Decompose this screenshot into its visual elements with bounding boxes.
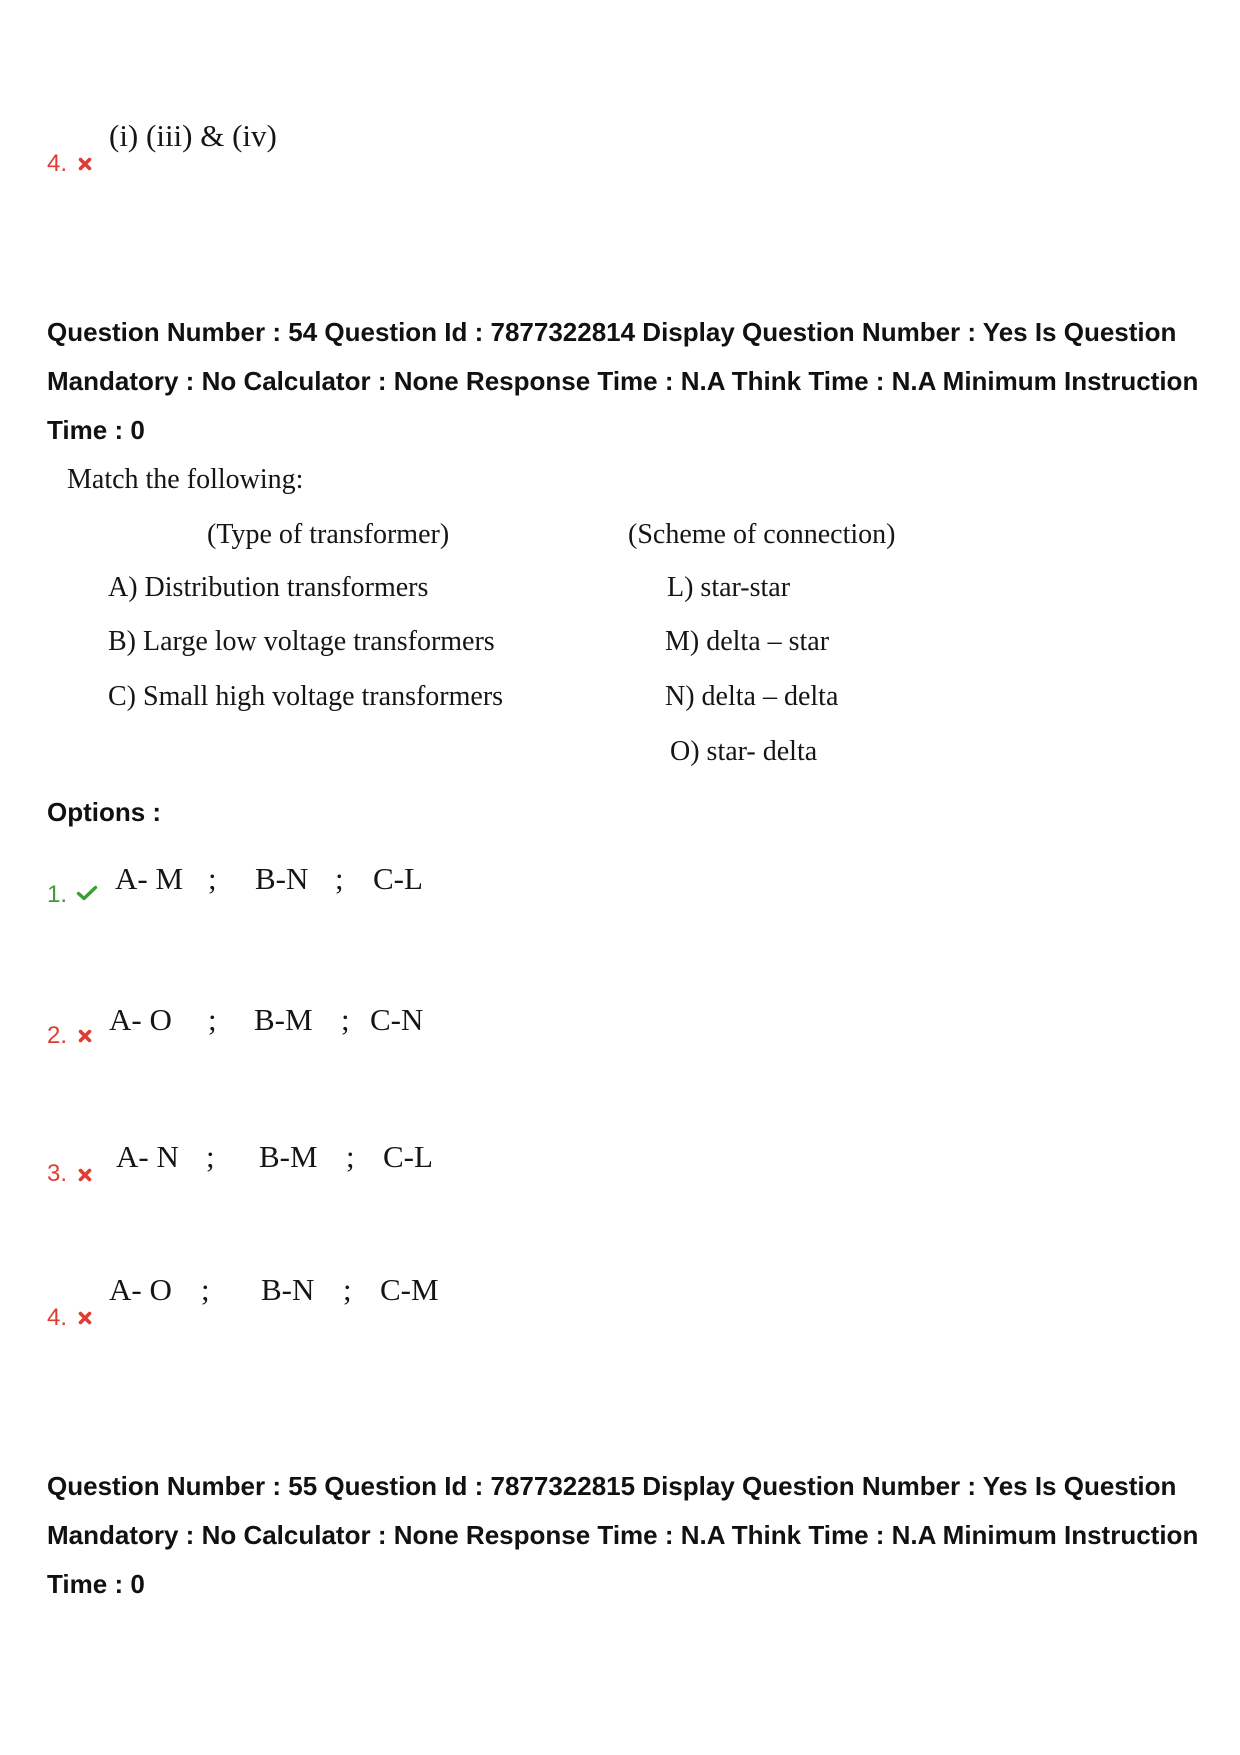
cross-icon <box>78 1029 92 1043</box>
option-separator: ; <box>341 1002 350 1037</box>
option-pair-c: C-L <box>373 861 423 896</box>
option-pair-a: A- M <box>115 861 184 896</box>
question-header-line: Time : 0 <box>47 415 145 445</box>
previous-question-option-4 <box>0 120 1240 176</box>
left-item-b: B) Large low voltage transformers <box>108 626 495 657</box>
option-separator: ; <box>206 1139 215 1174</box>
cross-icon <box>78 1311 92 1325</box>
right-column-heading: (Scheme of connection) <box>628 519 896 550</box>
right-item-n: N) delta – delta <box>665 681 839 712</box>
option-pair-b: B-N <box>261 1272 315 1307</box>
question-55-header <box>47 1462 1198 1609</box>
option-2 <box>0 1004 1240 1060</box>
option-pair-c: C-N <box>370 1002 424 1037</box>
question-header-line: Mandatory : No Calculator : None Response Time : N.A Think Time : N.A Minimum Instruction <box>47 366 1199 396</box>
question-header-line: Question Number : 55 Question Id : 7877322815 Display Question Number : Yes Is Question <box>47 1471 1177 1501</box>
options-label: Options : <box>47 797 162 827</box>
option-number: 1. <box>47 881 68 908</box>
option-separator: ; <box>208 861 217 896</box>
option-pair-a: A- O <box>109 1002 172 1037</box>
right-item-l: L) star-star <box>667 572 791 603</box>
option-1 <box>0 863 1240 919</box>
option-pair-c: C-L <box>383 1139 433 1174</box>
option-4 <box>0 1274 1240 1330</box>
left-item-a: A) Distribution transformers <box>108 572 429 603</box>
option-text: (i) (iii) & (iv) <box>109 118 277 153</box>
question-header-line: Question Number : 54 Question Id : 7877322814 Display Question Number : Yes Is Question <box>47 317 1177 347</box>
option-pair-c: C-M <box>380 1272 439 1307</box>
cross-icon <box>78 1168 92 1182</box>
option-pair-a: A- N <box>116 1139 179 1174</box>
right-item-m: M) delta – star <box>665 626 830 657</box>
option-number: 4. <box>47 1304 68 1331</box>
left-column-heading: (Type of transformer) <box>207 519 450 550</box>
option-separator: ; <box>343 1272 352 1307</box>
question-54-header <box>47 308 1198 455</box>
cross-icon <box>78 157 92 171</box>
question-prompt: Match the following: <box>67 464 304 495</box>
option-pair-b: B-M <box>259 1139 318 1174</box>
right-item-o: O) star- delta <box>670 736 818 767</box>
option-number: 2. <box>47 1022 68 1049</box>
left-item-c: C) Small high voltage transformers <box>108 681 504 712</box>
question-header-line: Mandatory : No Calculator : None Response Time : N.A Think Time : N.A Minimum Instruction <box>47 1520 1199 1550</box>
option-separator: ; <box>201 1272 210 1307</box>
option-pair-b: B-N <box>255 861 309 896</box>
option-separator: ; <box>335 861 344 896</box>
option-number: 3. <box>47 1160 68 1187</box>
option-separator: ; <box>208 1002 217 1037</box>
question-header-line: Time : 0 <box>47 1569 145 1599</box>
option-pair-b: B-M <box>254 1002 313 1037</box>
check-icon <box>76 885 98 901</box>
option-separator: ; <box>346 1139 355 1174</box>
option-3 <box>0 1141 1240 1197</box>
option-pair-a: A- O <box>109 1272 172 1307</box>
option-number: 4. <box>47 150 68 177</box>
